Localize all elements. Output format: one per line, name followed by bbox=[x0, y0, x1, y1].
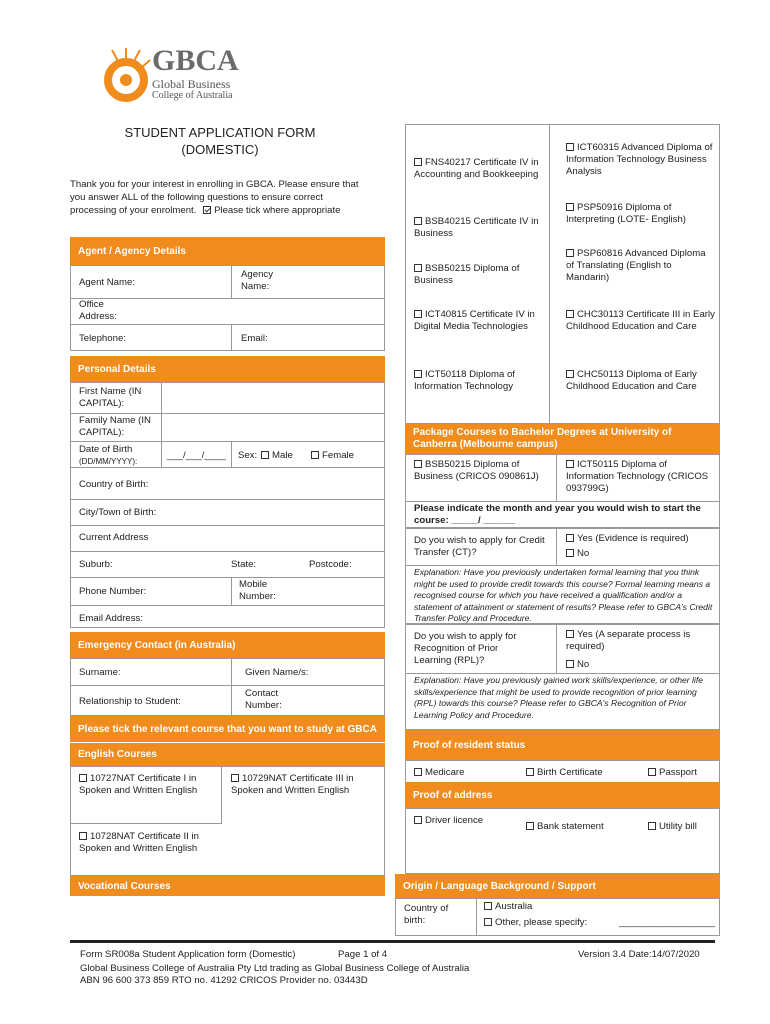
logo-line2: College of Australia bbox=[152, 90, 233, 101]
relationship-label: Relationship to Student: bbox=[79, 696, 181, 707]
surname-label: Surname: bbox=[79, 667, 121, 678]
rpl-explanation: Explanation: Have you previously gained work skills/experience, or other life skills/experience that might be used to provide recognition of prior learning (RPL) towards this course? Please refer to GBCA's Recognition of Prior Learning Policy and Procedure. bbox=[414, 675, 703, 720]
logo-big-text: GBCA bbox=[152, 44, 239, 77]
current-address-label: Current Address bbox=[79, 532, 149, 543]
first-name-field[interactable] bbox=[163, 383, 383, 413]
voc-right-4[interactable]: CHC30113 Certificate III in Early Childhood Education and Care bbox=[566, 309, 715, 332]
package-option-left[interactable]: BSB50215 Diploma of Business (CRICOS 090861J) bbox=[414, 459, 539, 482]
mobile-label: Mobile Number: bbox=[239, 579, 276, 602]
agent-table bbox=[70, 265, 385, 351]
agent-email-label: Email: bbox=[241, 333, 268, 344]
english-course-option-2[interactable]: 10728NAT Certificate II in Spoken and Written English bbox=[79, 831, 199, 854]
personal-section-header: Personal Details bbox=[70, 356, 385, 382]
checkbox-icon[interactable] bbox=[414, 370, 422, 378]
voc-left-1[interactable]: FNS40217 Certificate IV in Accounting and Bookkeeping bbox=[414, 157, 539, 180]
personal-email-label: Email Address: bbox=[79, 613, 143, 624]
checkbox-icon[interactable] bbox=[414, 460, 422, 468]
checkbox-icon[interactable] bbox=[79, 774, 87, 782]
origin-other-field[interactable]: __________________ bbox=[619, 917, 716, 928]
checkbox-icon[interactable] bbox=[261, 451, 269, 459]
state-label: State: bbox=[231, 559, 257, 570]
checkbox-icon[interactable] bbox=[566, 660, 574, 668]
checkbox-icon[interactable] bbox=[566, 310, 574, 318]
voc-left-2[interactable]: BSB40215 Certificate IV in Business bbox=[414, 216, 539, 239]
agent-section-header: Agent / Agency Details bbox=[70, 237, 385, 265]
rpl-table bbox=[405, 624, 720, 730]
footer-divider bbox=[70, 940, 715, 943]
origin-header: Origin / Language Background / Support bbox=[395, 874, 720, 898]
english-course-option-1[interactable]: 10727NAT Certificate I in Spoken and Written English bbox=[79, 773, 198, 796]
rpl-no-option[interactable]: No bbox=[566, 659, 589, 671]
dob-field[interactable]: ___/___/____ bbox=[167, 450, 226, 461]
footer-abn: ABN 96 600 373 859 RTO no. 41292 CRICOS Provider no. 03443D bbox=[80, 975, 368, 986]
sex-male-option[interactable]: Male bbox=[261, 450, 293, 462]
address-proof-header: Proof of address bbox=[405, 782, 720, 808]
voc-right-3[interactable]: PSP60816 Advanced Diploma of Translating (English to Mandarin) bbox=[566, 248, 706, 283]
checkbox-icon[interactable] bbox=[566, 460, 574, 468]
checkbox-icon[interactable] bbox=[566, 630, 574, 638]
origin-other-option[interactable]: Other, please specify: bbox=[484, 917, 587, 929]
checkbox-icon[interactable] bbox=[566, 249, 574, 257]
page-title: STUDENT APPLICATION FORM (DOMESTIC) bbox=[124, 125, 316, 157]
given-name-label: Given Name/s: bbox=[245, 667, 309, 678]
checkbox-icon[interactable] bbox=[526, 768, 534, 776]
checkbox-icon[interactable] bbox=[484, 918, 492, 926]
checkbox-icon[interactable] bbox=[566, 203, 574, 211]
rpl-yes-option[interactable]: Yes (A separate process is required) bbox=[566, 629, 691, 652]
address-option-driver-licence[interactable]: Driver licence bbox=[414, 815, 483, 827]
checkbox-icon[interactable] bbox=[526, 822, 534, 830]
checkbox-icon[interactable] bbox=[414, 217, 422, 225]
credit-transfer-table bbox=[405, 528, 720, 624]
voc-left-3[interactable]: BSB50215 Diploma of Business bbox=[414, 263, 520, 286]
checkbox-ticked-icon bbox=[203, 206, 211, 214]
credit-no-option[interactable]: No bbox=[566, 548, 589, 560]
agency-name-field[interactable] bbox=[293, 266, 383, 298]
resident-option-medicare[interactable]: Medicare bbox=[414, 767, 464, 779]
address-proof-table bbox=[405, 808, 720, 874]
agent-name-label: Agent Name: bbox=[79, 277, 135, 288]
checkbox-icon[interactable] bbox=[414, 310, 422, 318]
checkbox-icon[interactable] bbox=[566, 370, 574, 378]
checkbox-icon[interactable] bbox=[566, 534, 574, 542]
voc-right-5[interactable]: CHC50113 Diploma of Early Childhood Education and Care bbox=[566, 369, 697, 392]
checkbox-icon[interactable] bbox=[484, 902, 492, 910]
phone-label: Phone Number: bbox=[79, 586, 147, 597]
credit-transfer-question: Do you wish to apply for Credit Transfer (CT)? bbox=[414, 535, 545, 558]
address-option-utility-bill[interactable]: Utility bill bbox=[648, 821, 697, 833]
voc-right-1[interactable]: ICT60315 Advanced Diploma of Information Technology Business Analysis bbox=[566, 142, 713, 177]
gbca-logo bbox=[104, 46, 264, 106]
vocational-courses-header: Vocational Courses bbox=[70, 876, 385, 896]
dob-format-label: (DD/MM/YYYY): bbox=[79, 457, 138, 466]
address-option-bank-statement[interactable]: Bank statement bbox=[526, 821, 604, 833]
checkbox-icon[interactable] bbox=[566, 549, 574, 557]
intro-text: Thank you for your interest in enrolling in GBCA. Please ensure that you answer ALL of the following questions to ensure correct processing of your enrolment. Please tick where appropriate bbox=[70, 179, 359, 216]
checkbox-icon[interactable] bbox=[79, 832, 87, 840]
office-address-label: Office Address: bbox=[79, 299, 117, 322]
telephone-label: Telephone: bbox=[79, 333, 126, 344]
footer-version: Version 3.4 Date:14/07/2020 bbox=[578, 949, 700, 960]
city-birth-label: City/Town of Birth: bbox=[79, 507, 157, 518]
checkbox-icon[interactable] bbox=[414, 816, 422, 824]
english-course-option-3[interactable]: 10729NAT Certificate III in Spoken and Written English bbox=[231, 773, 354, 796]
origin-australia-option[interactable]: Australia bbox=[484, 901, 532, 913]
emergency-section-header: Emergency Contact (in Australia) bbox=[70, 632, 385, 658]
checkbox-icon[interactable] bbox=[414, 158, 422, 166]
checkbox-icon[interactable] bbox=[231, 774, 239, 782]
start-date-prompt[interactable]: Please indicate the month and year you would wish to start the course: _____/ ______ bbox=[414, 503, 701, 526]
origin-table bbox=[395, 898, 720, 936]
contact-number-label: Contact Number: bbox=[245, 688, 282, 711]
package-table bbox=[405, 454, 720, 528]
voc-right-2[interactable]: PSP50916 Diploma of Interpreting (LOTE- English) bbox=[566, 202, 686, 225]
credit-yes-option[interactable]: Yes (Evidence is required) bbox=[566, 533, 689, 545]
checkbox-icon[interactable] bbox=[311, 451, 319, 459]
resident-proof-header: Proof of resident status bbox=[405, 730, 720, 760]
suburb-label: Suburb: bbox=[79, 559, 113, 570]
resident-option-passport[interactable]: Passport bbox=[648, 767, 697, 779]
emergency-table bbox=[70, 658, 385, 716]
voc-left-5[interactable]: ICT50118 Diploma of Information Technology bbox=[414, 369, 515, 392]
personal-table bbox=[70, 382, 385, 628]
dob-label: Date of Birth bbox=[79, 444, 133, 455]
logo-line1: Global Business bbox=[152, 77, 231, 91]
sex-label: Sex: bbox=[238, 450, 258, 461]
checkbox-icon[interactable] bbox=[648, 768, 656, 776]
checkbox-icon[interactable] bbox=[414, 768, 422, 776]
tick-course-header: Please tick the relevant course that you want to study at GBCA bbox=[70, 716, 385, 742]
english-courses-table bbox=[70, 766, 385, 876]
vocational-courses-table bbox=[405, 124, 720, 424]
checkbox-icon[interactable] bbox=[648, 822, 656, 830]
resident-option-birth-certificate[interactable]: Birth Certificate bbox=[526, 767, 603, 779]
family-name-field[interactable] bbox=[163, 414, 383, 441]
postcode-label: Postcode: bbox=[309, 559, 352, 570]
checkbox-icon[interactable] bbox=[566, 143, 574, 151]
country-of-birth-label: Country of birth: bbox=[404, 903, 449, 926]
agency-name-label: Agency Name: bbox=[241, 269, 273, 292]
checkbox-icon[interactable] bbox=[414, 264, 422, 272]
office-address-field[interactable] bbox=[151, 299, 383, 324]
family-name-label: Family Name (IN CAPITAL): bbox=[79, 415, 151, 438]
package-option-right[interactable]: ICT50115 Diploma of Information Technology (CRICOS 093799G) bbox=[566, 459, 709, 494]
first-name-label: First Name (IN CAPITAL): bbox=[79, 386, 142, 409]
footer-page-number: Page 1 of 4 bbox=[338, 949, 388, 960]
voc-left-4[interactable]: ICT40815 Certificate IV in Digital Media Technologies bbox=[414, 309, 535, 332]
sex-female-option[interactable]: Female bbox=[311, 450, 354, 462]
country-birth-label: Country of Birth: bbox=[79, 479, 149, 490]
rpl-question: Do you wish to apply for Recognition of Prior Learning (RPL)? bbox=[414, 631, 517, 666]
gbca-logo-icon bbox=[104, 46, 152, 102]
footer-form-name: Form SR008a Student Application form (Domestic) bbox=[80, 949, 296, 960]
footer-company: Global Business College of Australia Pty Ltd trading as Global Business College of Australia bbox=[80, 963, 470, 974]
package-courses-header: Package Courses to Bachelor Degrees at University of Canberra (Melbourne campus) bbox=[405, 424, 720, 454]
credit-explanation: Explanation: Have you previously undertaken formal learning that you think might be used to provide credit towards this course? Formal learning means a recognised course for which you have received a qualification and/or a statement of attainment or statement of results? Please refer to GBCA's Credit Transfer Policy and Procedure. bbox=[414, 567, 713, 623]
english-courses-header: English Courses bbox=[70, 742, 385, 766]
